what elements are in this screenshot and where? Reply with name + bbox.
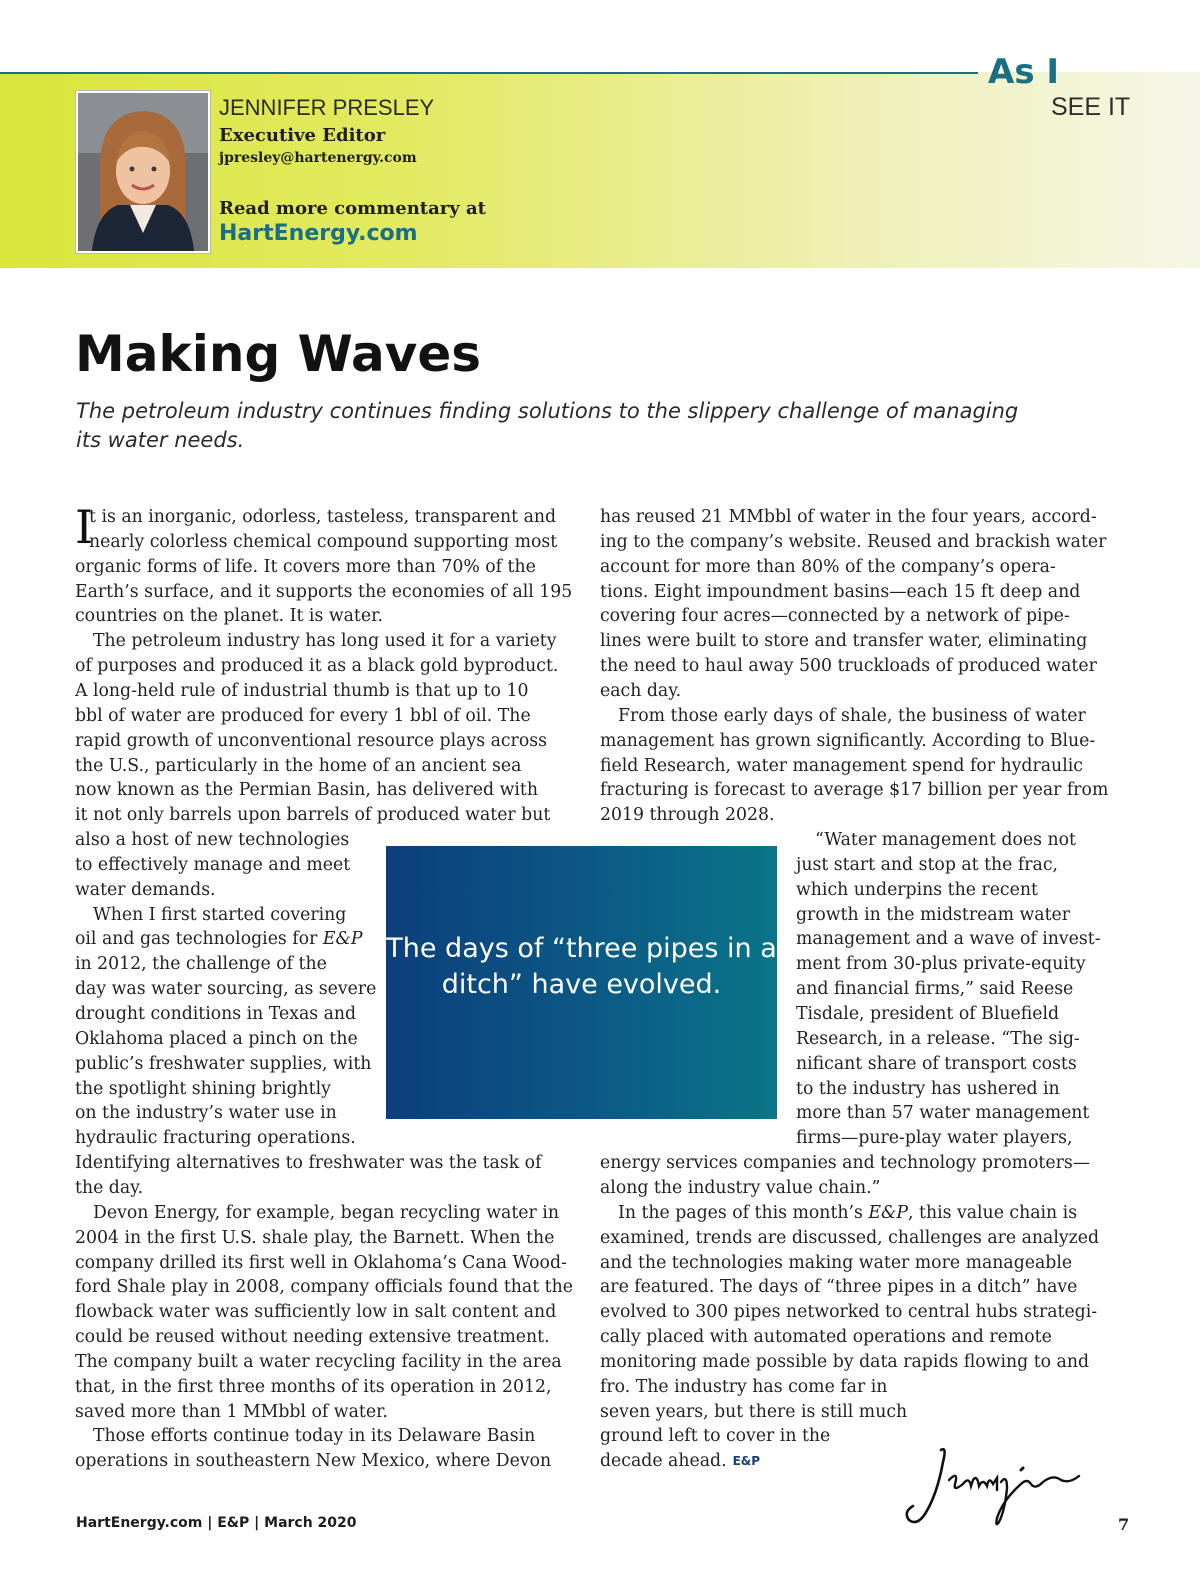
text-line: hydraulic fracturing operations. — [75, 1128, 356, 1149]
text-line: in 2012, the challenge of the — [75, 954, 327, 975]
text-line: firms—pure-play water players, — [796, 1128, 1073, 1149]
text-line: the U.S., particularly in the home of an ancient sea — [75, 755, 522, 776]
text-line: t is an inorganic, odorless, tasteless, transparent and — [89, 507, 557, 527]
text-line: oil and gas technologies for E&P — [75, 929, 363, 950]
text-line: along the industry value chain.” — [600, 1177, 881, 1198]
author-role: Executive Editor — [219, 125, 386, 146]
text-line: management has grown significantly. According to Blue- — [600, 730, 1096, 751]
text-line: Earth’s surface, and it supports the economies of all 195 — [75, 581, 573, 602]
text-line: ment from 30-plus private-equity — [796, 954, 1086, 975]
text-line: to the industry has ushered in — [796, 1078, 1060, 1099]
text-line: it not only barrels upon barrels of produced water but — [75, 805, 551, 826]
text-line: more than 57 water management — [796, 1103, 1090, 1124]
text-line: also a host of new technologies — [75, 830, 350, 851]
text-line: From those early days of shale, the business of water — [618, 705, 1086, 726]
text-line: decade ahead. E&P — [600, 1449, 760, 1474]
text-line: which underpins the recent — [796, 879, 1038, 900]
text-line: has reused 21 MMbbl of water in the four years, accord- — [600, 507, 1097, 527]
text-line: rapid growth of unconventional resource plays across — [75, 730, 547, 751]
text-line: seven years, but there is still much — [600, 1401, 908, 1422]
page-number: 7 — [1118, 1515, 1130, 1534]
text-line: and the technologies making water more manageable — [600, 1252, 1073, 1273]
text-line: covering four acres—connected by a network of pipe- — [600, 606, 1070, 627]
text-line: water demands. — [75, 879, 216, 900]
more-commentary-link[interactable]: HartEnergy.com — [219, 221, 418, 246]
footer-text: HartEnergy.com | E&P | March 2020 — [76, 1515, 357, 1531]
text-line: Devon Energy, for example, began recycling water in — [93, 1202, 559, 1223]
column-subtitle: SEE IT — [1051, 93, 1131, 121]
text-line: public’s freshwater supplies, with — [75, 1053, 372, 1074]
more-commentary-text: Read more commentary at — [219, 198, 486, 219]
text-line: account for more than 80% of the company’s opera- — [600, 556, 1056, 577]
text-line: to effectively manage and meet — [75, 854, 351, 875]
text-line: the day. — [75, 1177, 144, 1198]
text-line: organic forms of life. It covers more than 70% of the — [75, 556, 536, 577]
header-rule — [0, 72, 978, 74]
text-line: monitoring made possible by data rapids flowing to and — [600, 1351, 1090, 1372]
text-line: are featured. The days of “three pipes in a ditch” have — [600, 1277, 1078, 1298]
text-line: field Research, water management spend for hydraulic — [600, 755, 1083, 776]
text-line: each day. — [600, 680, 682, 701]
column-title: As I — [988, 52, 1060, 92]
text-line: The petroleum industry has long used it for a variety — [93, 631, 557, 652]
author-email[interactable]: jpresley@hartenergy.com — [219, 150, 417, 166]
text-line: day was water sourcing, as severe — [75, 979, 377, 1000]
text-line: ing to the company’s website. Reused and brackish water — [600, 531, 1107, 552]
text-line: could be reused without needing extensive treatment. — [75, 1327, 550, 1348]
text-line: now known as the Permian Basin, has delivered with — [75, 780, 538, 801]
author-name: JENNIFER PRESLEY — [219, 95, 435, 120]
author-photo — [76, 91, 210, 253]
text-line: that, in the first three months of its operation in 2012, — [75, 1376, 552, 1397]
text-line: just start and stop at the frac, — [796, 854, 1059, 875]
text-line: cally placed with automated operations and remote — [600, 1327, 1052, 1348]
text-line: tions. Eight impoundment basins—each 15 ft deep and — [600, 581, 1081, 602]
end-mark: E&P — [732, 1454, 761, 1469]
text-line: growth in the midstream water — [796, 904, 1071, 925]
text-line: 2019 through 2028. — [600, 805, 775, 826]
text-line: fracturing is forecast to average $17 billion per year from — [600, 780, 1109, 801]
text-line: Research, in a release. “The sig- — [796, 1028, 1080, 1049]
text-line: 2004 in the first U.S. shale play, the Barnett. When the — [75, 1227, 555, 1248]
signature — [903, 1440, 1083, 1530]
text-line: lines were built to store and transfer water, eliminating — [600, 631, 1088, 652]
text-line: operations in southeastern New Mexico, where Devon — [75, 1451, 552, 1472]
text-line: When I first started covering — [93, 904, 347, 925]
text-line: countries on the planet. It is water. — [75, 606, 383, 627]
text-line: Those efforts continue today in its Delaware Basin — [93, 1426, 536, 1447]
drop-cap: I — [75, 500, 94, 554]
text-line: of purposes and produced it as a black gold byproduct. — [75, 656, 559, 677]
text-line: fro. The industry has come far in — [600, 1376, 888, 1397]
text-line: examined, trends are discussed, challenges are analyzed — [600, 1227, 1100, 1248]
text-line: the spotlight shining brightly — [75, 1078, 331, 1099]
text-line: drought conditions in Texas and — [75, 1004, 357, 1024]
article-subhead: The petroleum industry continues finding solutions to the slippery challenge of managing its water needs. — [76, 399, 1019, 452]
text-line: the need to haul away 500 truckloads of produced water — [600, 656, 1097, 677]
text-line: management and a wave of invest- — [796, 929, 1101, 950]
text-line: bbl of water are produced for every 1 bbl of oil. The — [75, 705, 531, 726]
text-line: nearly colorless chemical compound supporting most — [89, 531, 558, 552]
text-line: A long-held rule of industrial thumb is that up to 10 — [75, 680, 529, 701]
text-line: nificant share of transport costs — [796, 1053, 1077, 1074]
text-line: ford Shale play in 2008, company officials found that the — [75, 1277, 573, 1298]
text-line: Tisdale, president of Bluefield — [796, 1004, 1060, 1024]
article-headline: Making Waves — [75, 325, 482, 383]
text-line: company drilled its first well in Oklahoma’s Cana Wood- — [75, 1252, 567, 1273]
text-line: ground left to cover in the — [600, 1426, 831, 1447]
text-line: Oklahoma placed a pinch on the — [75, 1028, 358, 1049]
text-line: In the pages of this month’s E&P, this value chain is — [618, 1202, 1078, 1223]
text-line: “Water management does not — [815, 830, 1076, 851]
text-line: energy services companies and technology promoters— — [600, 1153, 1091, 1174]
text-line: flowback water was sufficiently low in salt content and — [75, 1302, 557, 1323]
pull-quote-box — [386, 846, 777, 1119]
text-line: evolved to 300 pipes networked to central hubs strategi- — [600, 1302, 1098, 1323]
pull-quote: The days of “three pipes in a ditch” have evolved. — [386, 933, 777, 1000]
text-line: The company built a water recycling facility in the area — [75, 1351, 562, 1372]
text-line: saved more than 1 MMbbl of water. — [75, 1401, 388, 1422]
text-line: and financial firms,” said Reese — [796, 979, 1074, 1000]
text-line: Identifying alternatives to freshwater was the task of — [75, 1153, 542, 1174]
text-line: on the industry’s water use in — [75, 1103, 337, 1124]
